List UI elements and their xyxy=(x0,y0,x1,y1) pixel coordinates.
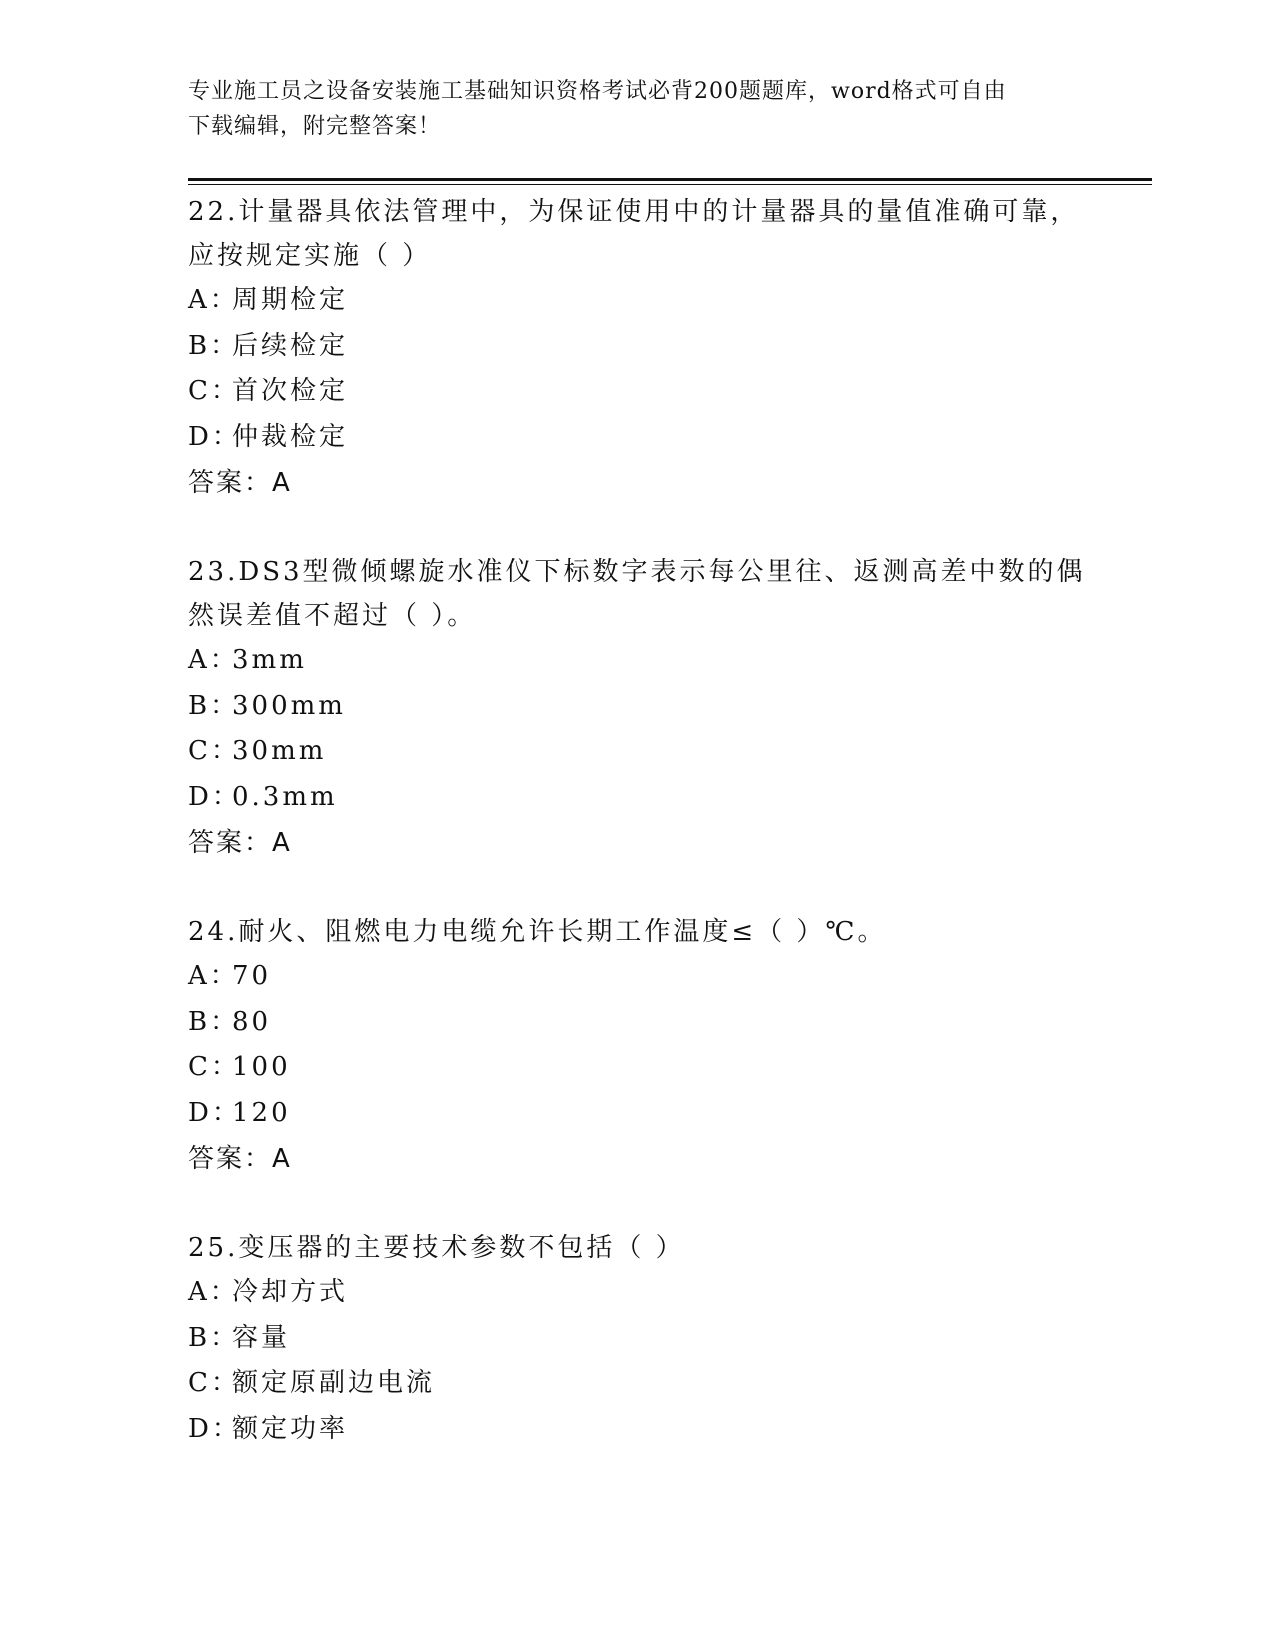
question-line: 应按规定实施（ ） xyxy=(188,241,432,271)
option-c xyxy=(188,369,1088,415)
option-text: 仲裁检定 xyxy=(232,421,349,452)
option-text: 30mm xyxy=(232,736,327,766)
question-text xyxy=(188,910,1088,954)
header-divider-thick xyxy=(188,178,1152,181)
header-line-1: 专业施工员之设备安装施工基础知识资格考试必背200题题库，word格式可自由 xyxy=(188,79,1007,104)
question-text xyxy=(188,550,1088,638)
option-letter: D： xyxy=(188,1097,241,1128)
question-line: 然误差值不超过（ ）。 xyxy=(188,601,477,631)
option-text: 周期检定 xyxy=(232,285,349,315)
question-line: 23.DS3型微倾螺旋水准仪下标数字表示每公里往、返测高差中数的偶 xyxy=(188,557,1086,587)
option-a xyxy=(188,638,1088,684)
option-letter: B： xyxy=(188,1322,240,1353)
option-d xyxy=(188,775,1088,821)
question-23 xyxy=(188,550,1088,866)
question-text xyxy=(188,190,1088,278)
option-letter: D： xyxy=(188,421,241,452)
answer: 答案：A xyxy=(188,468,292,498)
option-letter: B： xyxy=(188,1006,240,1037)
option-letter: A： xyxy=(188,285,239,315)
option-text: 80 xyxy=(232,1006,272,1037)
option-text: 冷却方式 xyxy=(232,1277,349,1307)
header-line-2: 下载编辑，附完整答案！ xyxy=(188,114,442,139)
option-text: 70 xyxy=(232,961,272,991)
option-text: 容量 xyxy=(232,1322,291,1353)
option-text: 100 xyxy=(232,1052,291,1082)
question-line: 25.变压器的主要技术参数不包括（ ） xyxy=(188,1233,685,1263)
option-letter: A： xyxy=(188,961,239,991)
option-text: 额定原副边电流 xyxy=(232,1368,436,1398)
answer: 答案：A xyxy=(188,828,292,858)
option-letter: A： xyxy=(188,1277,239,1307)
option-d xyxy=(188,1407,1088,1453)
question-24 xyxy=(188,910,1088,1182)
option-text: 额定功率 xyxy=(232,1413,349,1444)
question-25 xyxy=(188,1226,1088,1452)
option-letter: B： xyxy=(188,330,240,361)
option-a xyxy=(188,278,1088,324)
option-b xyxy=(188,684,1088,730)
document-header xyxy=(188,74,1068,144)
option-letter: B： xyxy=(188,690,240,721)
option-c xyxy=(188,729,1088,775)
option-b xyxy=(188,1000,1088,1046)
question-text xyxy=(188,1226,1088,1270)
option-a xyxy=(188,1270,1088,1316)
header-divider-thin xyxy=(188,184,1152,185)
option-text: 首次检定 xyxy=(232,376,349,406)
answer: 答案：A xyxy=(188,1144,292,1174)
option-letter: D： xyxy=(188,781,241,812)
option-a xyxy=(188,954,1088,1000)
option-text: 300mm xyxy=(232,690,346,721)
option-c xyxy=(188,1045,1088,1091)
option-d xyxy=(188,415,1088,461)
option-text: 120 xyxy=(232,1097,291,1128)
option-letter: C： xyxy=(188,736,240,766)
option-text: 3mm xyxy=(232,645,307,675)
question-list xyxy=(188,190,1088,1496)
question-22 xyxy=(188,190,1088,506)
option-b xyxy=(188,1316,1088,1362)
option-letter: C： xyxy=(188,1368,240,1398)
question-line: 24.耐火、阻燃电力电缆允许长期工作温度≤（ ）℃。 xyxy=(188,917,887,947)
question-line: 22.计量器具依法管理中，为保证使用中的计量器具的量值准确可靠， xyxy=(188,197,1080,227)
option-text: 0.3mm xyxy=(232,781,338,812)
option-letter: D： xyxy=(188,1413,241,1444)
option-text: 后续检定 xyxy=(232,330,349,361)
option-d xyxy=(188,1091,1088,1137)
option-b xyxy=(188,324,1088,370)
option-letter: C： xyxy=(188,376,240,406)
option-letter: C： xyxy=(188,1052,240,1082)
option-letter: A： xyxy=(188,645,239,675)
option-c xyxy=(188,1361,1088,1407)
